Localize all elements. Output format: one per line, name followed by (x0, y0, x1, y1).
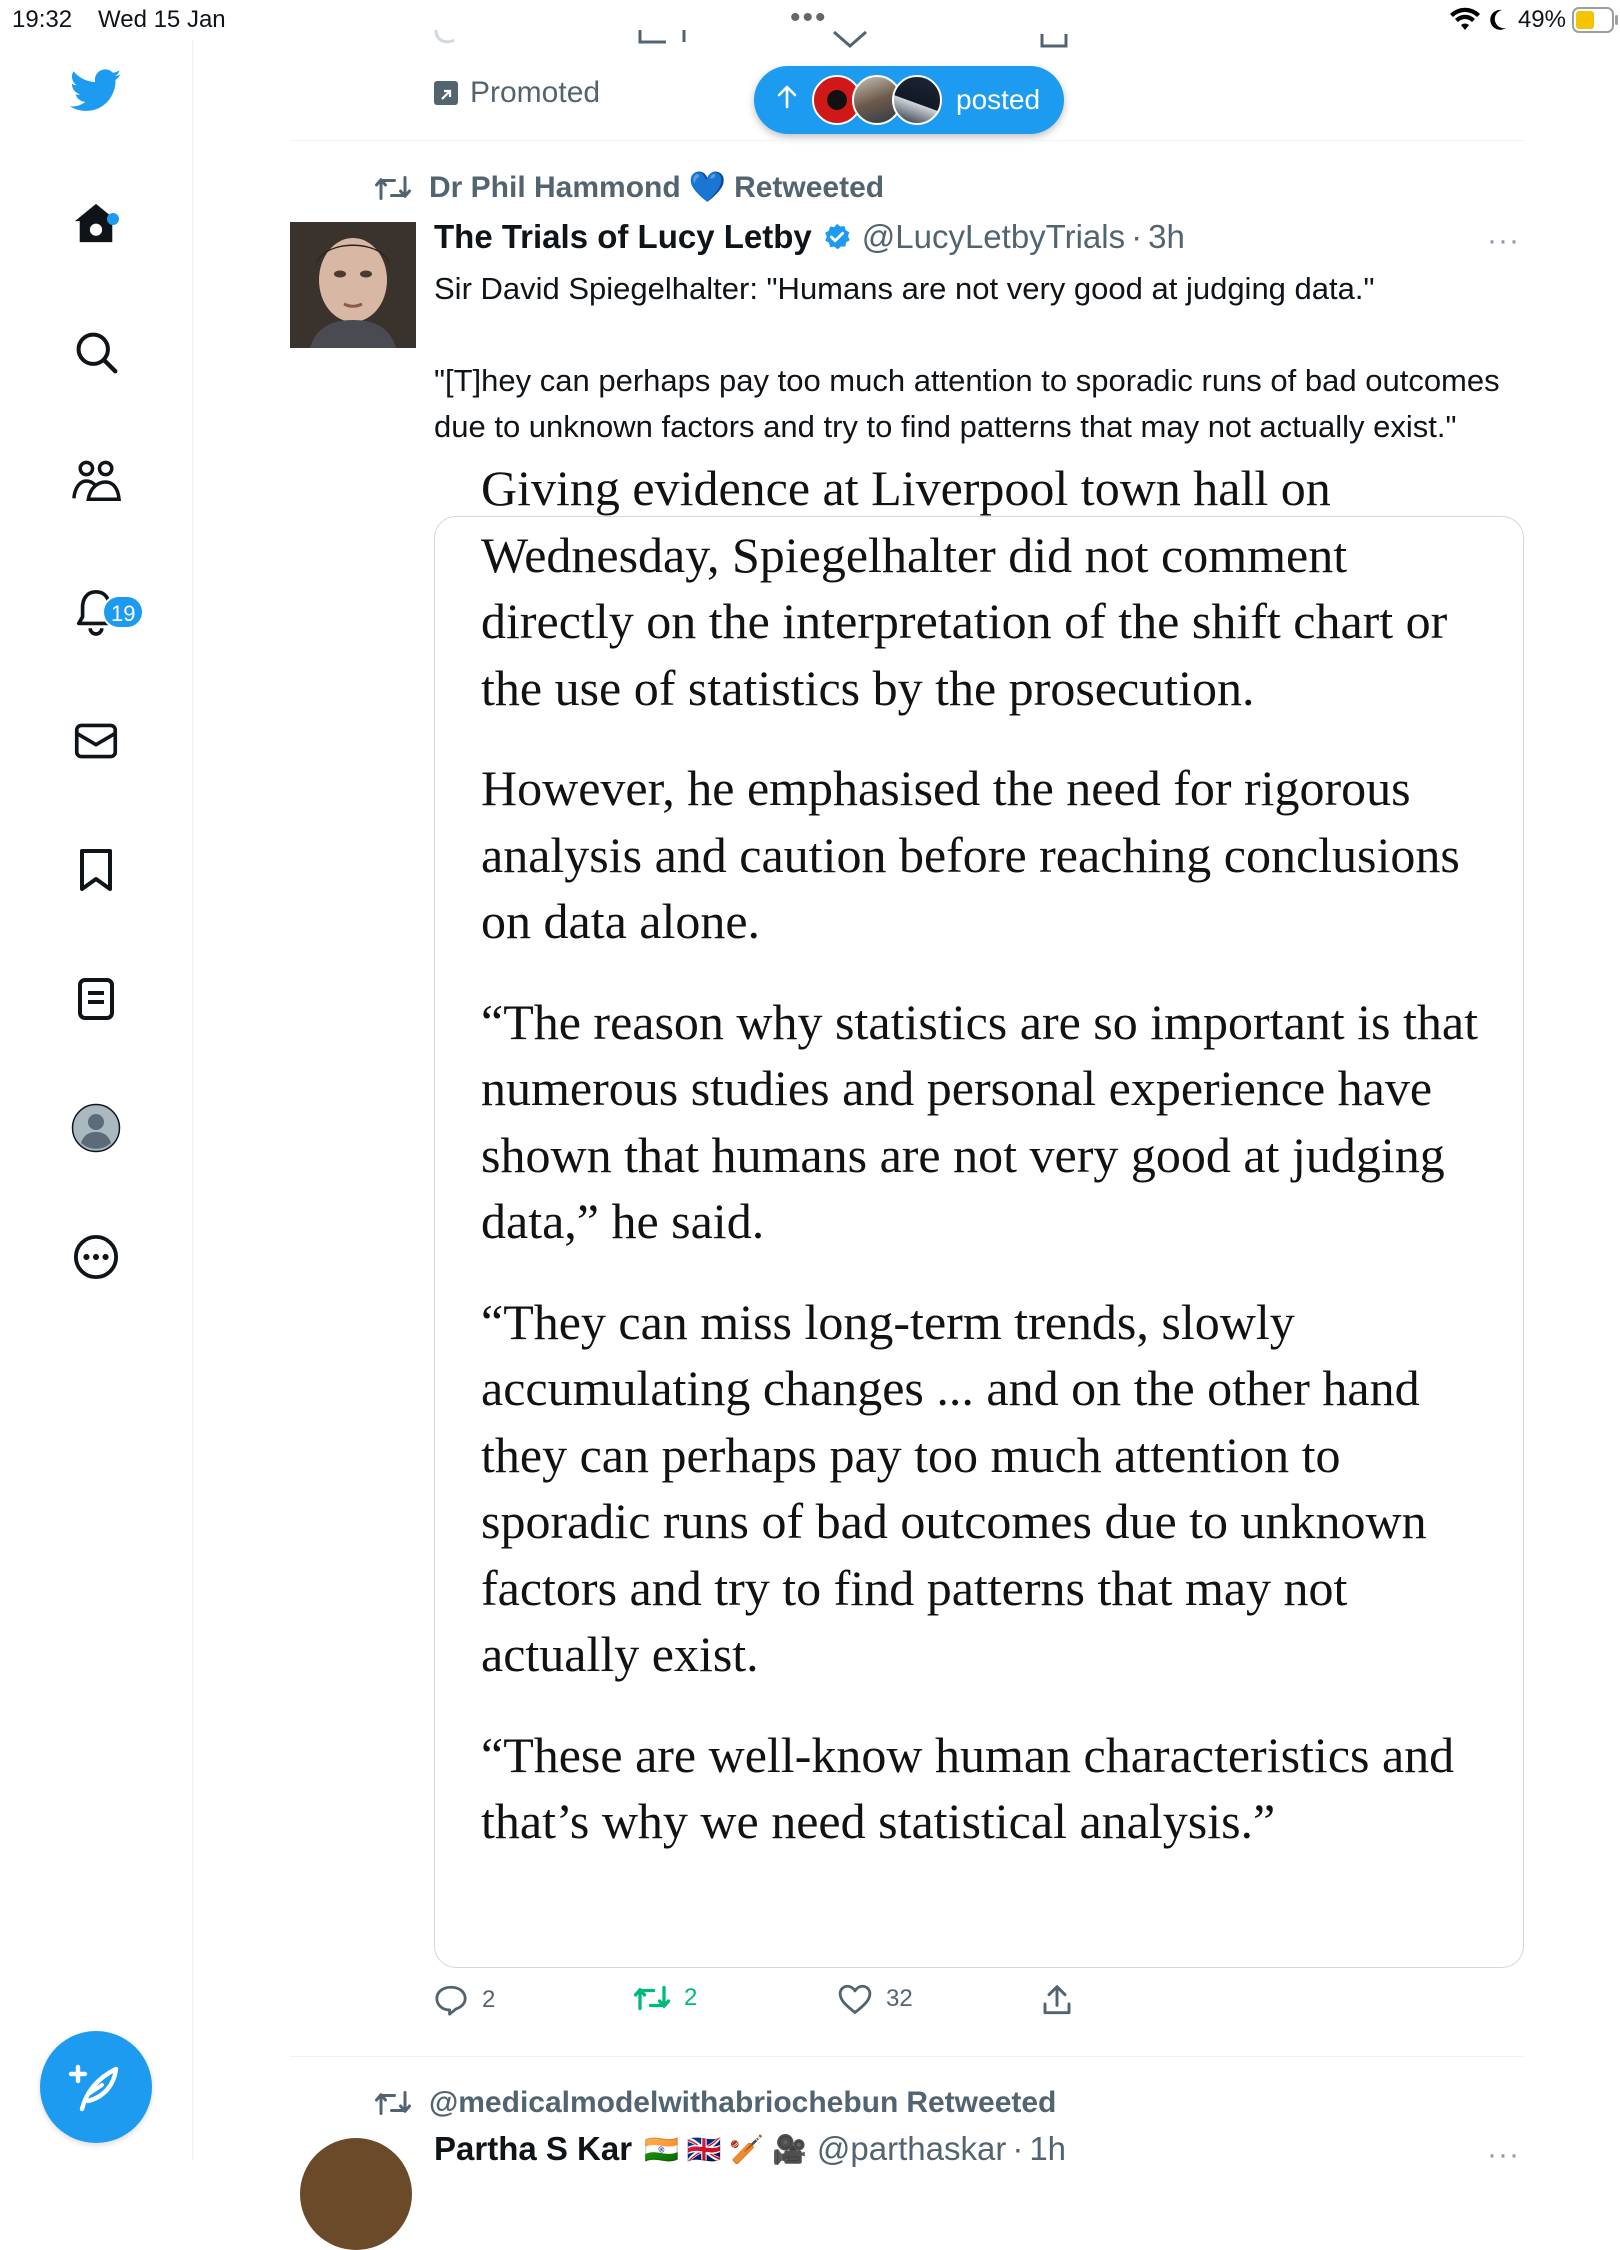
reply-icon (434, 1984, 468, 2016)
promoted-label: Promoted (434, 76, 600, 110)
retweeted-label: Retweeted (906, 2086, 1057, 2119)
arrow-up-icon (776, 84, 798, 116)
tweet-text-para2: "[T]hey can perhaps pay too much attention to sporadic runs of bad outcomes due to unknown factors and try to find patterns that may not actually exist." (434, 363, 1500, 444)
time-separator: · (1131, 218, 1143, 255)
battery-percent: 49% (1517, 6, 1566, 33)
tweet-divider (290, 2056, 1524, 2057)
next-author-avatar[interactable] (300, 2138, 412, 2250)
multitask-dots-icon[interactable]: ••• (790, 1, 828, 34)
retweet-count: 2 (684, 1984, 698, 2011)
profile-icon[interactable] (71, 1103, 121, 1153)
pill-avatars (812, 75, 942, 125)
author-avatar[interactable] (290, 222, 416, 348)
previous-tweet-actions (434, 30, 1074, 52)
notifications-badge: 19 (102, 595, 144, 629)
retweet-context[interactable] (375, 2086, 1056, 2120)
article-paragraph-1: Wednesday, Spiegelhalter did not comment directly on the interpretation of the shift chart or the use of statistics by the prosecution. (481, 526, 1448, 716)
posted-label: posted (956, 84, 1041, 115)
retweeter-name: @medicalmodelwithabriochebun (429, 2086, 899, 2119)
promoted-arrow-icon (434, 81, 458, 105)
retweeted-label: Retweeted (734, 170, 885, 204)
share-icon (1042, 1984, 1072, 2016)
next-author-handle[interactable]: @parthaskar (816, 2130, 1007, 2167)
tweet-image-card[interactable] (434, 460, 1524, 1968)
moon-icon (1488, 8, 1508, 32)
compose-tweet-button[interactable] (40, 2031, 152, 2143)
verified-badge-icon (822, 222, 852, 252)
article-paragraph-4: “They can miss long-term trends, slowly accumulating changes ... and on the other hand they can perhaps pay too much attention to sporadic runs of bad outcomes due to unknown factors and try to find patterns that may not actually exist. (481, 1293, 1427, 1682)
new-posts-pill[interactable] (754, 66, 1064, 134)
next-tweet-more-button[interactable]: ··· (1487, 2138, 1520, 2171)
retweet-icon (375, 174, 411, 202)
messages-icon[interactable] (71, 716, 121, 766)
twitter-logo-icon[interactable] (71, 66, 121, 116)
author-handle[interactable]: @LucyLetbyTrials (861, 218, 1126, 255)
retweeter-name: Dr Phil Hammond (429, 170, 681, 204)
battery-icon (1572, 7, 1620, 33)
search-icon[interactable] (71, 327, 121, 377)
reply-count: 2 (482, 1986, 496, 2013)
heart-emoji: 💙 (688, 171, 727, 204)
next-tweet-time[interactable]: 1h (1029, 2130, 1067, 2167)
like-button[interactable] (838, 1984, 913, 2014)
tweet-time[interactable]: 3h (1148, 218, 1185, 255)
tweet-divider (290, 140, 1524, 141)
retweet-icon (375, 2089, 411, 2117)
lists-icon[interactable] (71, 974, 121, 1024)
share-button[interactable] (1042, 1984, 1086, 2016)
more-icon[interactable] (71, 1232, 121, 1282)
status-indicators (1450, 4, 1620, 36)
home-new-dot (107, 213, 119, 225)
article-paragraph-2: However, he emphasised the need for rigorous analysis and caution before reaching conclusions on data alone. (481, 760, 1460, 949)
tweet-author-line (434, 218, 1185, 256)
tweet-text-line1: Sir David Spiegelhalter: "Humans are not very good at judging data." (434, 271, 1375, 306)
status-date: Wed 15 Jan (98, 6, 226, 33)
article-text (481, 455, 1491, 1889)
status-time: 19:32 (12, 6, 73, 33)
avatar (892, 75, 942, 125)
retweet-button[interactable] (634, 1984, 697, 2012)
retweet-context[interactable] (375, 170, 884, 205)
like-count: 32 (886, 1985, 913, 2012)
bookmarks-icon[interactable] (71, 845, 121, 895)
heart-icon (838, 1984, 872, 2014)
tweet-more-button[interactable]: ··· (1487, 224, 1520, 257)
time-separator: · (1012, 2130, 1024, 2167)
communities-icon[interactable] (71, 456, 121, 506)
reply-button[interactable] (434, 1984, 495, 2016)
wifi-icon (1450, 8, 1480, 32)
next-tweet-author-line (434, 2130, 1066, 2168)
retweet-action-icon (634, 1984, 670, 2012)
author-name[interactable]: The Trials of Lucy Letby (434, 218, 812, 255)
next-author-name[interactable]: Partha S Kar (434, 2130, 633, 2167)
tweet-actions (434, 1984, 1094, 2028)
article-paragraph-3: “The reason why statistics are so important is that numerous studies and personal experience have shown that humans are not very good at judging data,” he said. (481, 993, 1478, 1249)
article-partial-top: Giving evidence at Liverpool town hall on (481, 460, 1331, 516)
sidebar (0, 40, 193, 2160)
compose-feather-icon (68, 2059, 124, 2115)
article-paragraph-5: “These are well-know human characteristics and that’s why we need statistical analysis.” (481, 1726, 1455, 1849)
author-flags: 🇮🇳 🇬🇧 🏏 🎥 (644, 2133, 807, 2165)
